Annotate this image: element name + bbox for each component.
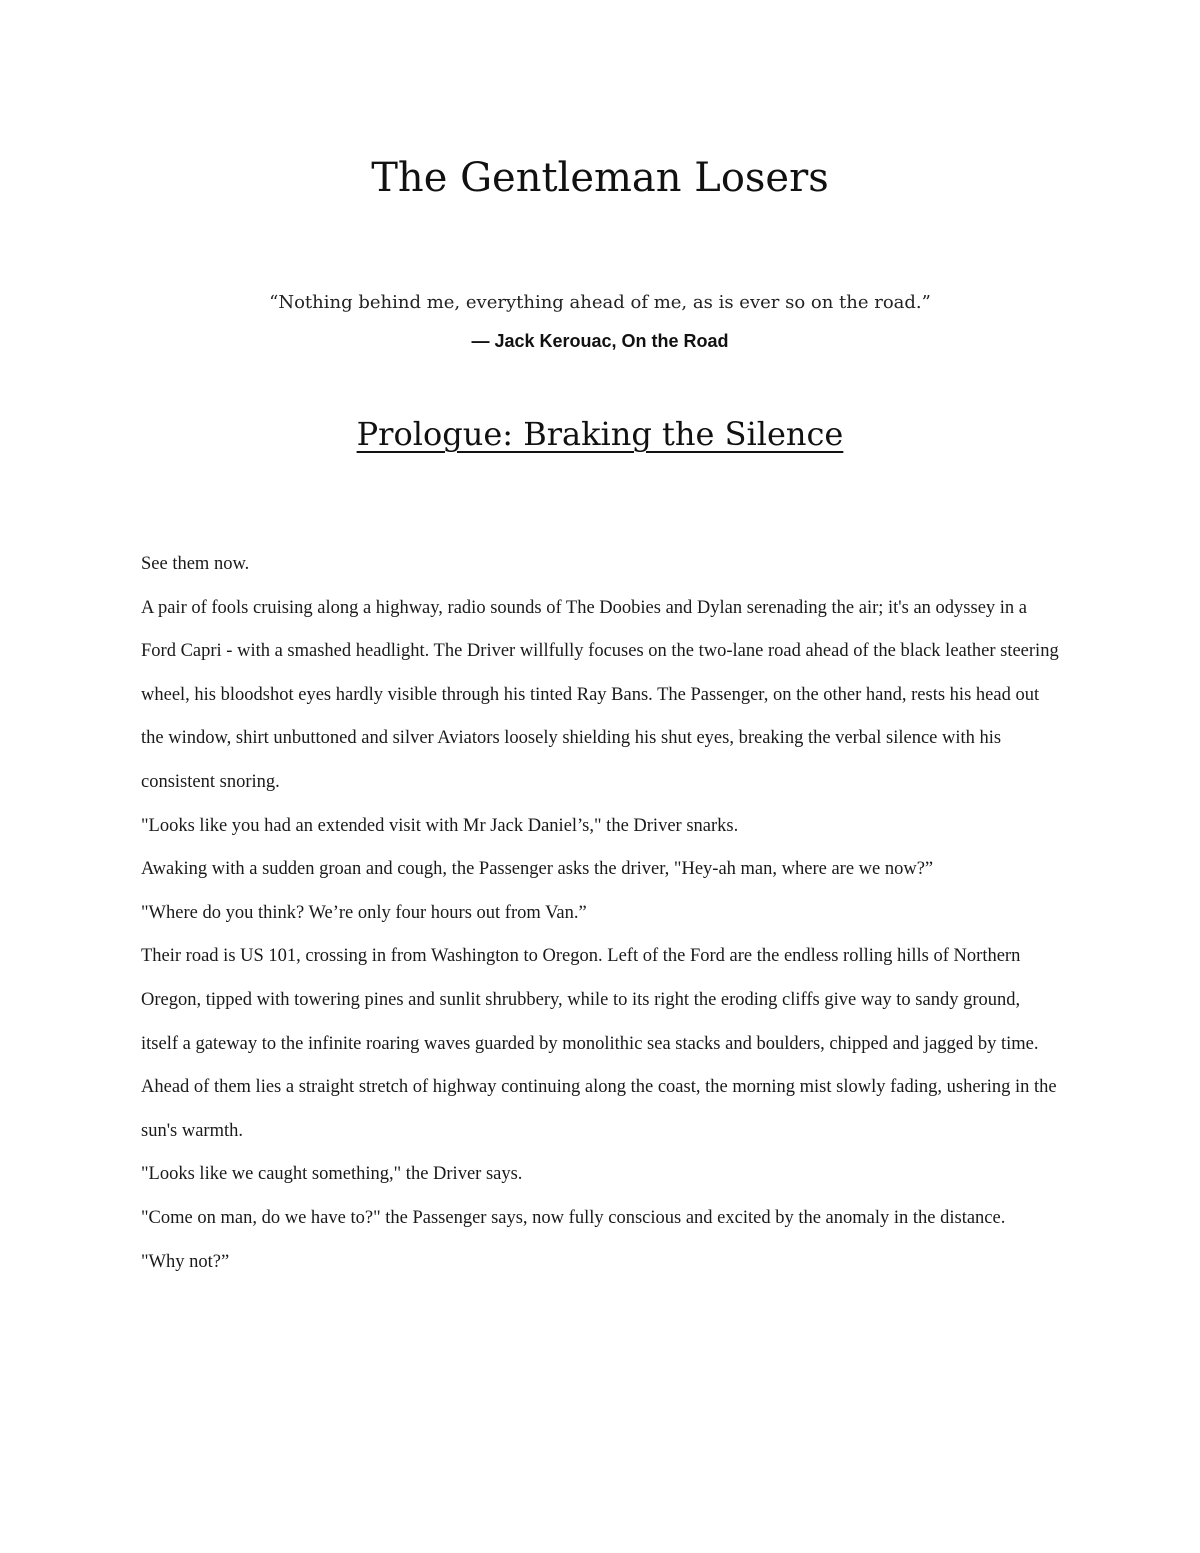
paragraph: "Looks like we caught something," the Driver says. xyxy=(141,1164,523,1185)
paragraph: See them now. xyxy=(141,554,250,574)
paragraph: Their road is US 101, crossing in from Washington to Oregon. Left of the Ford are the endless rolling hills of Northern Oregon, tipped with towering pines and sunlit shrubbery, while to its right the eroding cliffs give way to sandy ground, itself a gateway to the infinite roaring waves guarded by monolithic sea stacks and boulders, chipped and jagged by time. xyxy=(141,946,1039,1054)
epigraph-quote: “Nothing behind me, everything ahead of me, as is ever so on the road.” xyxy=(269,292,931,313)
paragraph: Awaking with a sudden groan and cough, the Passenger asks the driver, "Hey-ah man, where are we now?” xyxy=(141,859,934,880)
chapter-heading-text: Prologue: Braking the Silence xyxy=(356,415,844,453)
paragraph: Ahead of them lies a straight stretch of highway continuing along the coast, the morning mist slowly fading, ushering in the sun's warmth. xyxy=(141,1077,1057,1141)
body-text xyxy=(141,543,1059,1284)
chapter-heading xyxy=(0,408,1200,460)
paragraph: "Why not?” xyxy=(141,1251,230,1272)
epigraph-attribution: ― Jack Kerouac, On the Road xyxy=(471,331,729,351)
paragraph: A pair of fools cruising along a highway, radio sounds of The Doobies and Dylan serenading the air; it's an odyssey in a Ford Capri - with a smashed headlight. The Driver willfully focuses on the two-lane road ahead of the black leather steering wheel, his bloodshot eyes hardly visible through his tinted Ray Bans. The Passenger, on the other hand, rests his head out the window, shirt unbuttoned and silver Aviators loosely shielding his shut eyes, breaking the verbal silence with his consistent snoring. xyxy=(141,597,1059,792)
document-title: The Gentleman Losers xyxy=(371,155,829,201)
paragraph: "Looks like you had an extended visit with Mr Jack Daniel’s," the Driver snarks. xyxy=(141,815,739,836)
paragraph: "Where do you think? We’re only four hours out from Van.” xyxy=(141,902,587,923)
paragraph: "Come on man, do we have to?" the Passenger says, now fully conscious and excited by the anomaly in the distance. xyxy=(141,1207,1006,1228)
